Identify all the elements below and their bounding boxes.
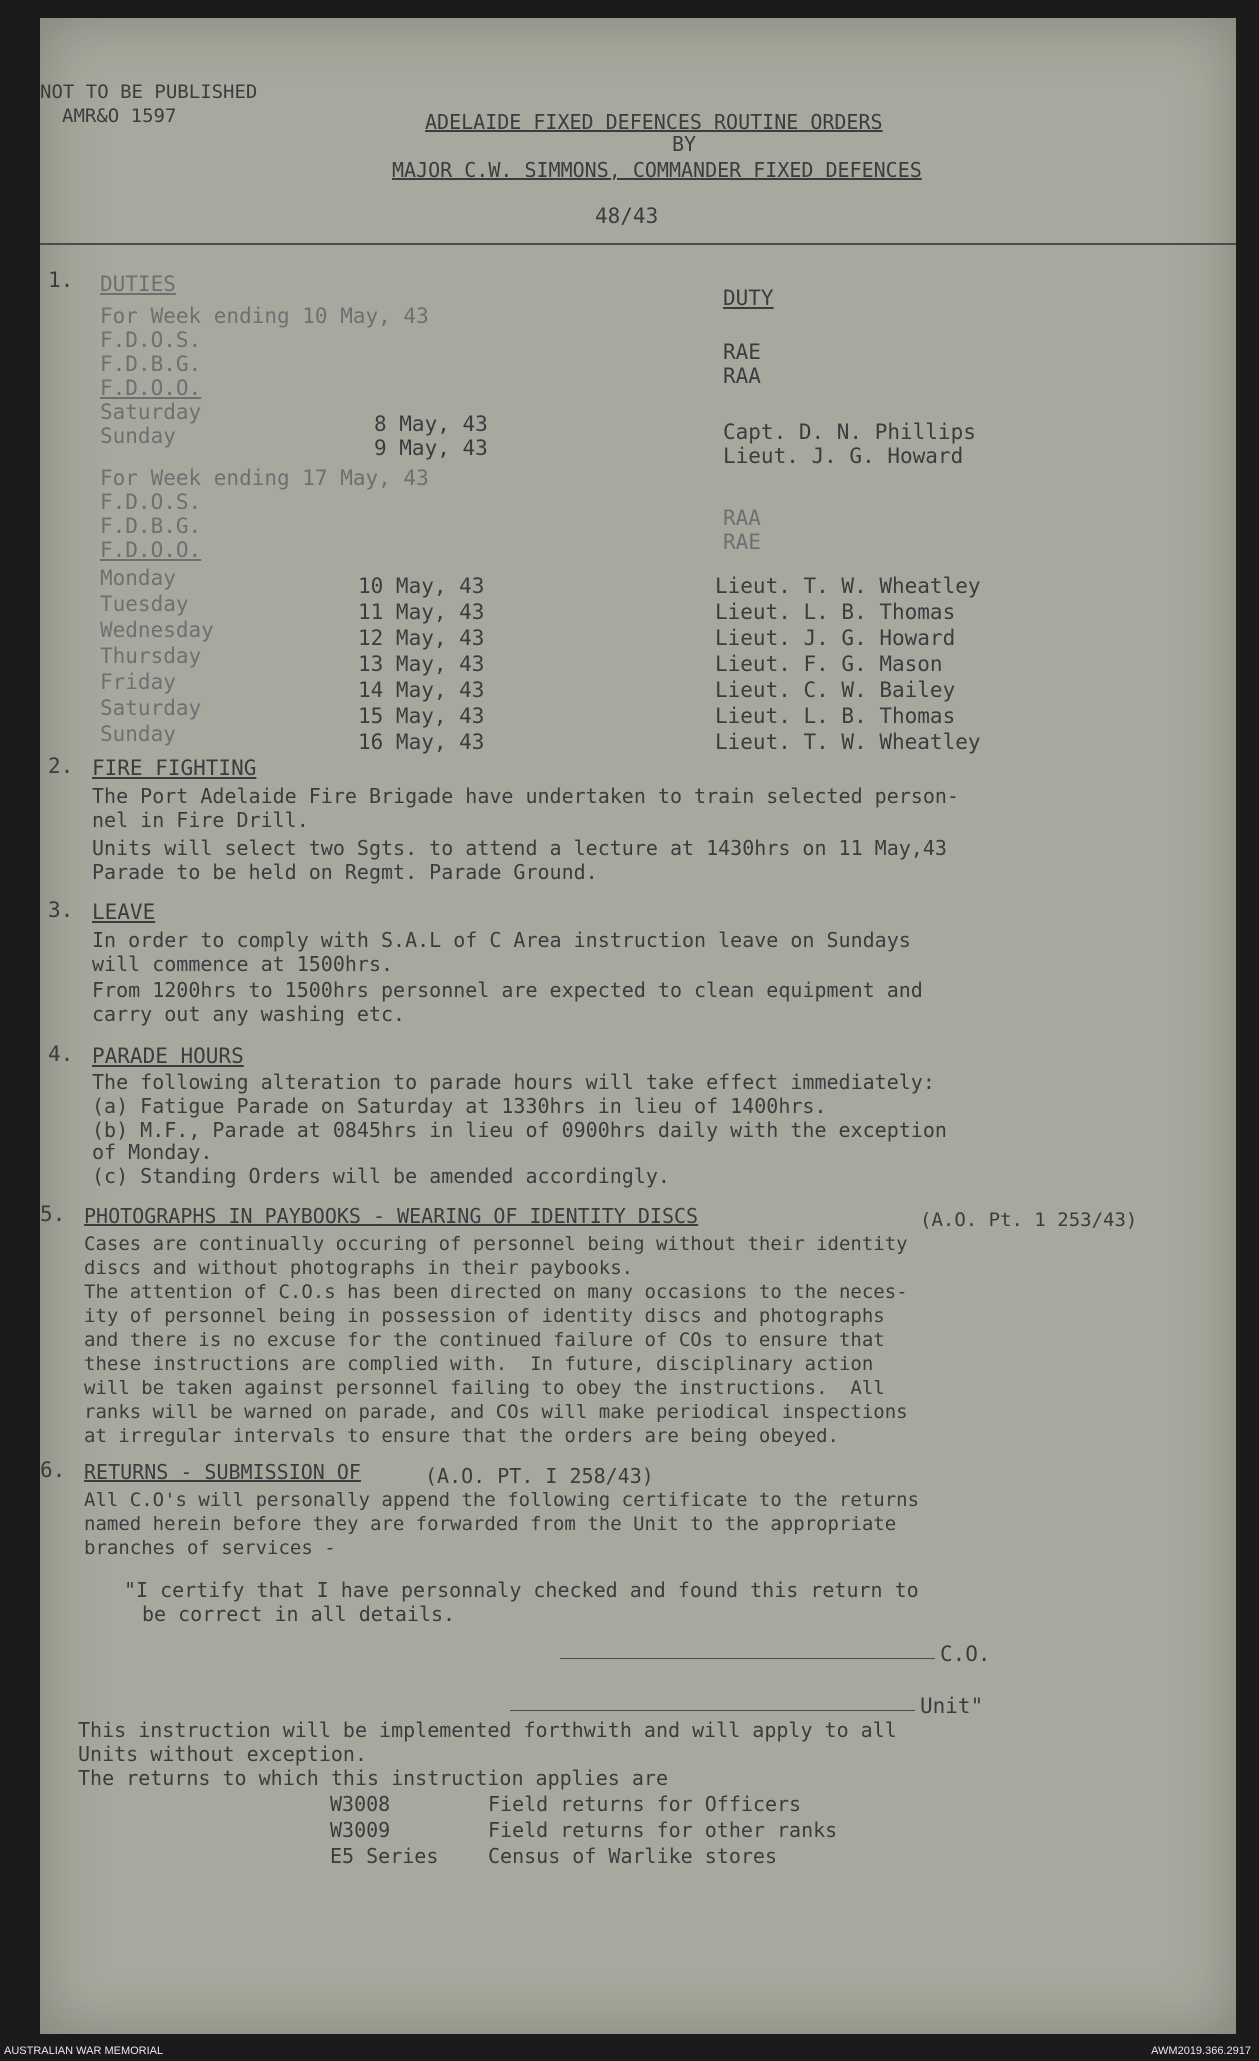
return-desc: Field returns for other ranks [488, 1818, 838, 1842]
return-code: E5 Series [330, 1844, 439, 1868]
week1-row-right: RAA [723, 364, 761, 388]
certificate-line: "I certify that I have personnaly checked and found this return to [124, 1578, 919, 1602]
section5-line: ity of personnel being in possession of identity discs and photographs [84, 1305, 885, 1327]
week1-row-left: F.D.O.O. [100, 376, 202, 400]
section2-line: The Port Adelaide Fire Brigade have undertaken to train selected person- [92, 784, 959, 808]
week1-label: For Week ending 10 May, 43 [100, 304, 429, 328]
week2-row-date: 10 May, 43 [358, 574, 485, 598]
week1-row-left: F.D.B.G. [100, 352, 202, 376]
week2-row-right: RAA [723, 506, 761, 530]
footer-right: AWM2019.366.2917 [1151, 2045, 1251, 2057]
section3-line: In order to comply with S.A.L of C Area instruction leave on Sundays [92, 928, 911, 952]
week2-row-date: 11 May, 43 [358, 600, 485, 624]
title-line-3: MAJOR C.W. SIMMONS, COMMANDER FIXED DEFENCES [392, 158, 922, 182]
week1-row-left: Saturday [100, 400, 202, 424]
section6-after-line: Units without exception. [78, 1742, 367, 1766]
week2-row-right: RAE [723, 530, 761, 554]
section4-line: The following alteration to parade hours will take effect immediately: [92, 1070, 935, 1094]
section2-line: nel in Fire Drill. [92, 808, 309, 832]
section5-reference: (A.O. Pt. 1 253/43) [920, 1209, 1138, 1231]
section6-line: branches of services - [84, 1537, 336, 1559]
week2-row-right: Lieut. F. G. Mason [715, 652, 943, 676]
week2-row-right: Lieut. T. W. Wheatley [715, 574, 981, 598]
section5-number: 5. [40, 1202, 66, 1226]
restriction-line-1: NOT TO BE PUBLISHED [40, 81, 258, 103]
document-page [40, 18, 1236, 2034]
week2-row-date: 15 May, 43 [358, 704, 485, 728]
section2-line: Parade to be held on Regmt. Parade Ground. [92, 860, 598, 884]
header-rule [40, 243, 1236, 245]
section5-line: these instructions are complied with. In future, disciplinary action [84, 1353, 874, 1375]
section5-line: and there is no excuse for the continued failure of COs to ensure that [84, 1329, 885, 1351]
section6-after-line: This instruction will be implemented forthwith and will apply to all [78, 1718, 897, 1742]
section6-number: 6. [40, 1458, 66, 1482]
section4-line: of Monday. [92, 1140, 213, 1164]
footer-left: AUSTRALIAN WAR MEMORIAL [4, 2045, 164, 2057]
section6-reference: (A.O. PT. I 258/43) [425, 1464, 654, 1488]
section2-number: 2. [48, 754, 74, 778]
sign-co: C.O. [940, 1642, 991, 1666]
sign-unit: Unit" [920, 1694, 984, 1718]
signature-line-unit [510, 1710, 915, 1711]
week2-row-right: Lieut. T. W. Wheatley [715, 730, 981, 754]
section5-heading: PHOTOGRAPHS IN PAYBOOKS - WEARING OF IDENTITY DISCS [84, 1204, 699, 1228]
restriction-line-2: AMR&O 1597 [62, 105, 177, 127]
week1-row-date: 8 May, 43 [374, 412, 488, 436]
section2-heading: FIRE FIGHTING [92, 756, 257, 780]
section4-number: 4. [48, 1042, 74, 1066]
return-desc: Census of Warlike stores [488, 1844, 777, 1868]
week1-row-right: Lieut. J. G. Howard [723, 444, 964, 468]
week2-row-date: 14 May, 43 [358, 678, 485, 702]
section3-heading: LEAVE [92, 900, 156, 924]
week2-row-date: 12 May, 43 [358, 626, 485, 650]
section3-line: carry out any washing etc. [92, 1002, 406, 1026]
title-line-1: ADELAIDE FIXED DEFENCES ROUTINE ORDERS [425, 110, 883, 134]
week1-row-right: Capt. D. N. Phillips [723, 420, 976, 444]
section5-line: Cases are continually occuring of personnel being without their identity [84, 1233, 908, 1255]
week2-row-left: Monday [100, 566, 176, 590]
return-desc: Field returns for Officers [488, 1792, 802, 1816]
week2-row-left: F.D.O.O. [100, 538, 202, 562]
section6-after-line: The returns to which this instruction applies are [78, 1766, 669, 1790]
section5-line: ranks will be warned on parade, and COs will make periodical inspections [84, 1401, 908, 1423]
week2-row-left: Saturday [100, 696, 202, 720]
section1-number: 1. [48, 268, 74, 292]
week2-row-left: Wednesday [100, 618, 214, 642]
section6-line: named herein before they are forwarded from the Unit to the appropriate [84, 1513, 897, 1535]
week1-row-left: Sunday [100, 424, 176, 448]
week2-row-date: 13 May, 43 [358, 652, 485, 676]
week2-row-left: Thursday [100, 644, 202, 668]
section6-line: All C.O's will personally append the following certificate to the returns [84, 1489, 920, 1511]
order-number: 48/43 [595, 204, 659, 228]
section5-line: discs and without photographs in their paybooks. [84, 1257, 634, 1279]
return-code: W3009 [330, 1818, 391, 1842]
week2-row-left: F.D.B.G. [100, 514, 202, 538]
section2-line: Units will select two Sgts. to attend a lecture at 1430hrs on 11 May,43 [92, 836, 947, 860]
week2-row-right: Lieut. L. B. Thomas [715, 704, 956, 728]
section4-heading: PARADE HOURS [92, 1044, 244, 1068]
section5-line: The attention of C.O.s has been directed on many occasions to the neces- [84, 1281, 908, 1303]
section5-line: at irregular intervals to ensure that the orders are being obeyed. [84, 1425, 839, 1447]
signature-line-co [560, 1658, 935, 1659]
section4-line: (b) M.F., Parade at 0845hrs in lieu of 0900hrs daily with the exception [92, 1118, 947, 1142]
week2-row-right: Lieut. J. G. Howard [715, 626, 956, 650]
week2-row-right: Lieut. C. W. Bailey [715, 678, 956, 702]
week1-row-date: 9 May, 43 [374, 436, 488, 460]
certificate-line: be correct in all details. [142, 1602, 456, 1626]
week2-row-left: Tuesday [100, 592, 189, 616]
week2-row-left: Sunday [100, 722, 176, 746]
week2-row-left: F.D.O.S. [100, 490, 202, 514]
section6-heading: RETURNS - SUBMISSION OF [84, 1460, 361, 1484]
week2-row-right: Lieut. L. B. Thomas [715, 600, 956, 624]
return-code: W3008 [330, 1792, 391, 1816]
week2-row-left: Friday [100, 670, 176, 694]
section3-line: will commence at 1500hrs. [92, 952, 394, 976]
week1-row-left: F.D.O.S. [100, 328, 202, 352]
week1-row-right: RAE [723, 340, 761, 364]
title-line-2: BY [672, 132, 697, 156]
section5-line: will be taken against personnel failing to obey the instructions. All [84, 1377, 885, 1399]
section1-heading: DUTIES [100, 272, 176, 296]
section4-line: (a) Fatigue Parade on Saturday at 1330hrs in lieu of 1400hrs. [92, 1094, 827, 1118]
section4-line: (c) Standing Orders will be amended accordingly. [92, 1164, 670, 1188]
section3-number: 3. [48, 898, 74, 922]
section3-line: From 1200hrs to 1500hrs personnel are expected to clean equipment and [92, 978, 923, 1002]
week2-row-date: 16 May, 43 [358, 730, 485, 754]
duty-heading: DUTY [723, 286, 774, 310]
week2-label: For Week ending 17 May, 43 [100, 466, 429, 490]
